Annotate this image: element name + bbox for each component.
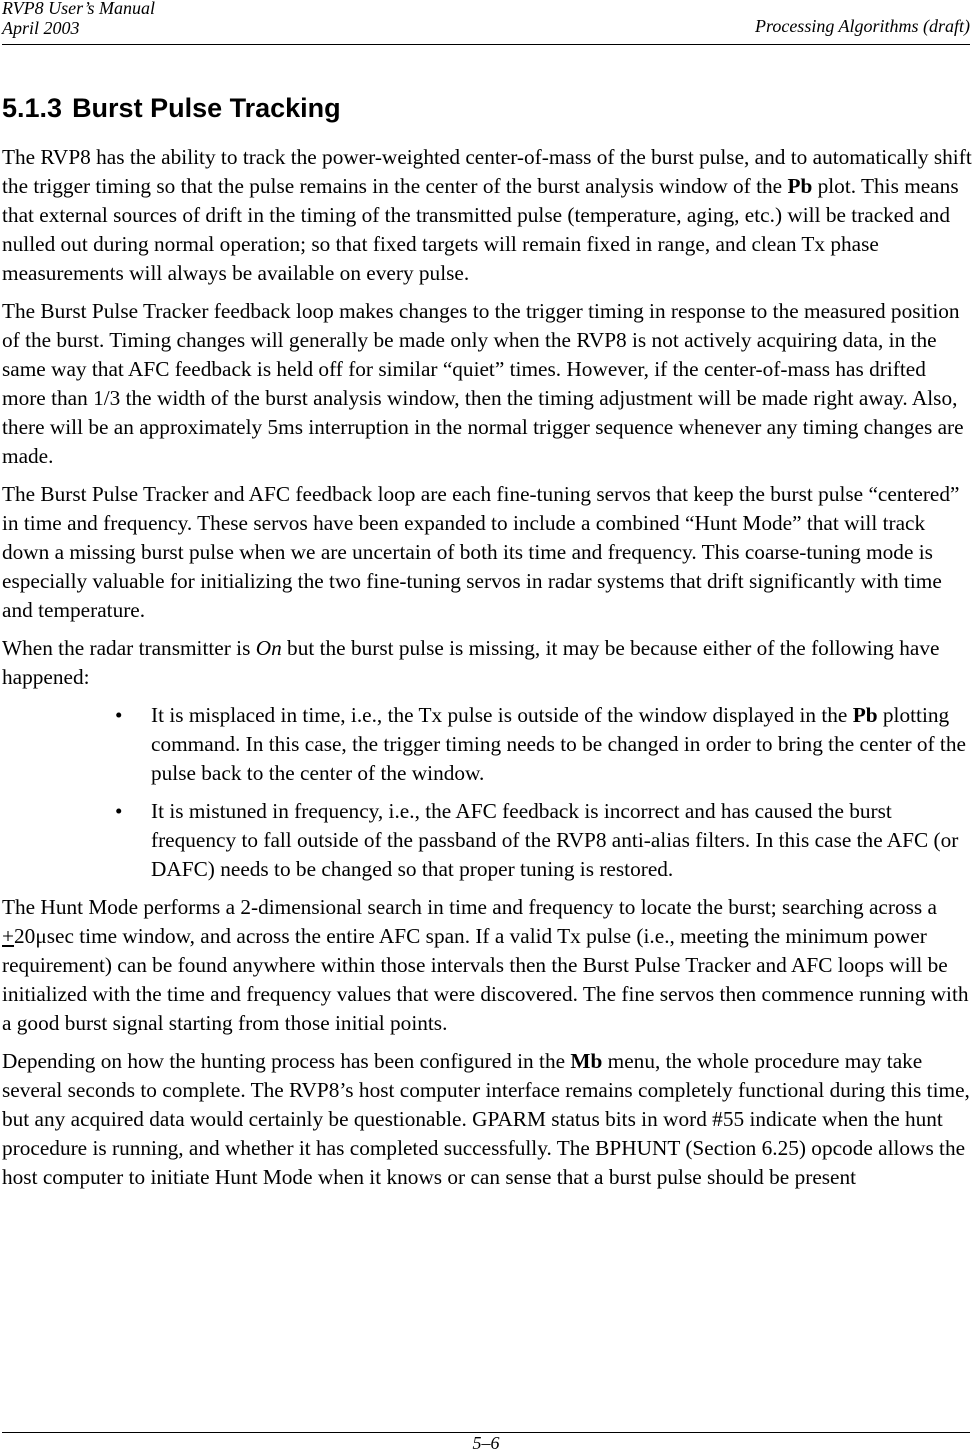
paragraph-1-text-a: The RVP8 has the ability to track the power-weighted center-of-mass of the burst pulse, and to automatically shift the trigger timing so that the pulse remains in the center of the burst analysis window of the	[2, 145, 972, 198]
paragraph-4-text-c: but the burst pulse is missing, it may be because either of the following have happened:	[2, 636, 940, 689]
bullet-list	[2, 701, 972, 884]
bullet-1-text-a: It is misplaced in time, i.e., the Tx pulse is outside of the window displayed in the	[151, 703, 853, 727]
paragraph-6-text-c: menu, the whole procedure may take several seconds to complete. The RVP8’s host computer interface remains completely functional during this time, but any acquired data would certainly be questionable. GPARM status bits in word #55 indicate when the hunt procedure is running, and whether it has completed successfully. The BPHUNT (Section 6.25) opcode allows the host computer to initiate Hunt Mode when it knows or can sense that a burst pulse should be present	[2, 1049, 970, 1189]
bullet-icon: •	[115, 703, 123, 727]
paragraph-4	[2, 634, 972, 692]
mb-menu: Mb	[570, 1049, 603, 1073]
manual-date: April 2003	[2, 18, 80, 38]
list-item	[2, 701, 972, 788]
paragraph-1	[2, 143, 972, 288]
pb-command: Pb	[852, 703, 878, 727]
bullet-1-text-c: plotting command. In this case, the trigger timing needs to be changed in order to bring the center of the pulse back to the center of the window.	[151, 703, 966, 785]
section-title: Burst Pulse Tracking	[72, 93, 341, 123]
header-left	[2, 0, 155, 38]
paragraph-1-text-c: plot. This means that external sources of drift in the timing of the transmitted pulse (temperature, aging, etc.) will be tracked and nulled out during normal operation; so that fixed targets will remain fixed in range, and clean Tx phase measurements will always be available on every pulse.	[2, 174, 959, 285]
page-body	[2, 92, 972, 1201]
pb-command: Pb	[787, 174, 813, 198]
page-number: 5–6	[472, 1433, 500, 1453]
paragraph-4-text-a: When the radar transmitter is	[2, 636, 256, 660]
paragraph-5-text-c: 20μsec time window, and across the entire AFC span. If a valid Tx pulse (i.e., meeting the minimum power requirement) can be found anywhere within those intervals then the Burst Pulse Tracker and AFC loops will be initialized with the time and frequency values that were discovered. The fine servos then commence running with a good burst signal starting from those initial points.	[2, 924, 969, 1035]
page-footer	[2, 1432, 970, 1453]
on-term: On	[255, 636, 282, 660]
plus-minus-sign: +	[2, 924, 15, 948]
section-number: 5.1.3	[2, 93, 63, 123]
paragraph-6	[2, 1047, 972, 1192]
paragraph-3: The Burst Pulse Tracker and AFC feedback loop are each fine-tuning servos that keep the burst pulse “centered” in time and frequency. These servos have been expanded to include a combined “Hunt Mode” that will track down a missing burst pulse when we are uncertain of both its time and frequency. This coarse-tuning mode is especially valuable for initializing the two fine-tuning servos in radar systems that drift significantly with time and temperature.	[2, 482, 960, 622]
section-heading	[2, 92, 972, 124]
paragraph-2: The Burst Pulse Tracker feedback loop makes changes to the trigger timing in response to the measured position of the burst. Timing changes will generally be made only when the RVP8 is not actively acquiring data, in the same way that AFC feedback is held off for similar “quiet” times. However, if the center-of-mass has drifted more than 1/3 the width of the burst analysis window, then the timing adjustment will be made right away. Also, there will be an approximately 5ms interruption in the normal trigger sequence whenever any timing changes are made.	[2, 299, 964, 468]
bullet-icon: •	[115, 799, 123, 823]
chapter-title: Processing Algorithms (draft)	[755, 16, 970, 36]
paragraph-5-text-a: The Hunt Mode performs a 2-dimensional search in time and frequency to locate the burst; searching across a	[2, 895, 937, 919]
paragraph-5	[2, 893, 972, 1038]
bullet-2-text: It is mistuned in frequency, i.e., the AFC feedback is incorrect and has caused the burst frequency to fall outside of the passband of the RVP8 anti-alias filters. In this case the AFC (or DAFC) needs to be changed so that proper tuning is restored.	[151, 799, 959, 881]
page-header	[2, 0, 970, 45]
list-item	[2, 797, 972, 884]
paragraph-6-text-a: Depending on how the hunting process has been configured in the	[2, 1049, 571, 1073]
manual-title: RVP8 User’s Manual	[2, 0, 155, 18]
